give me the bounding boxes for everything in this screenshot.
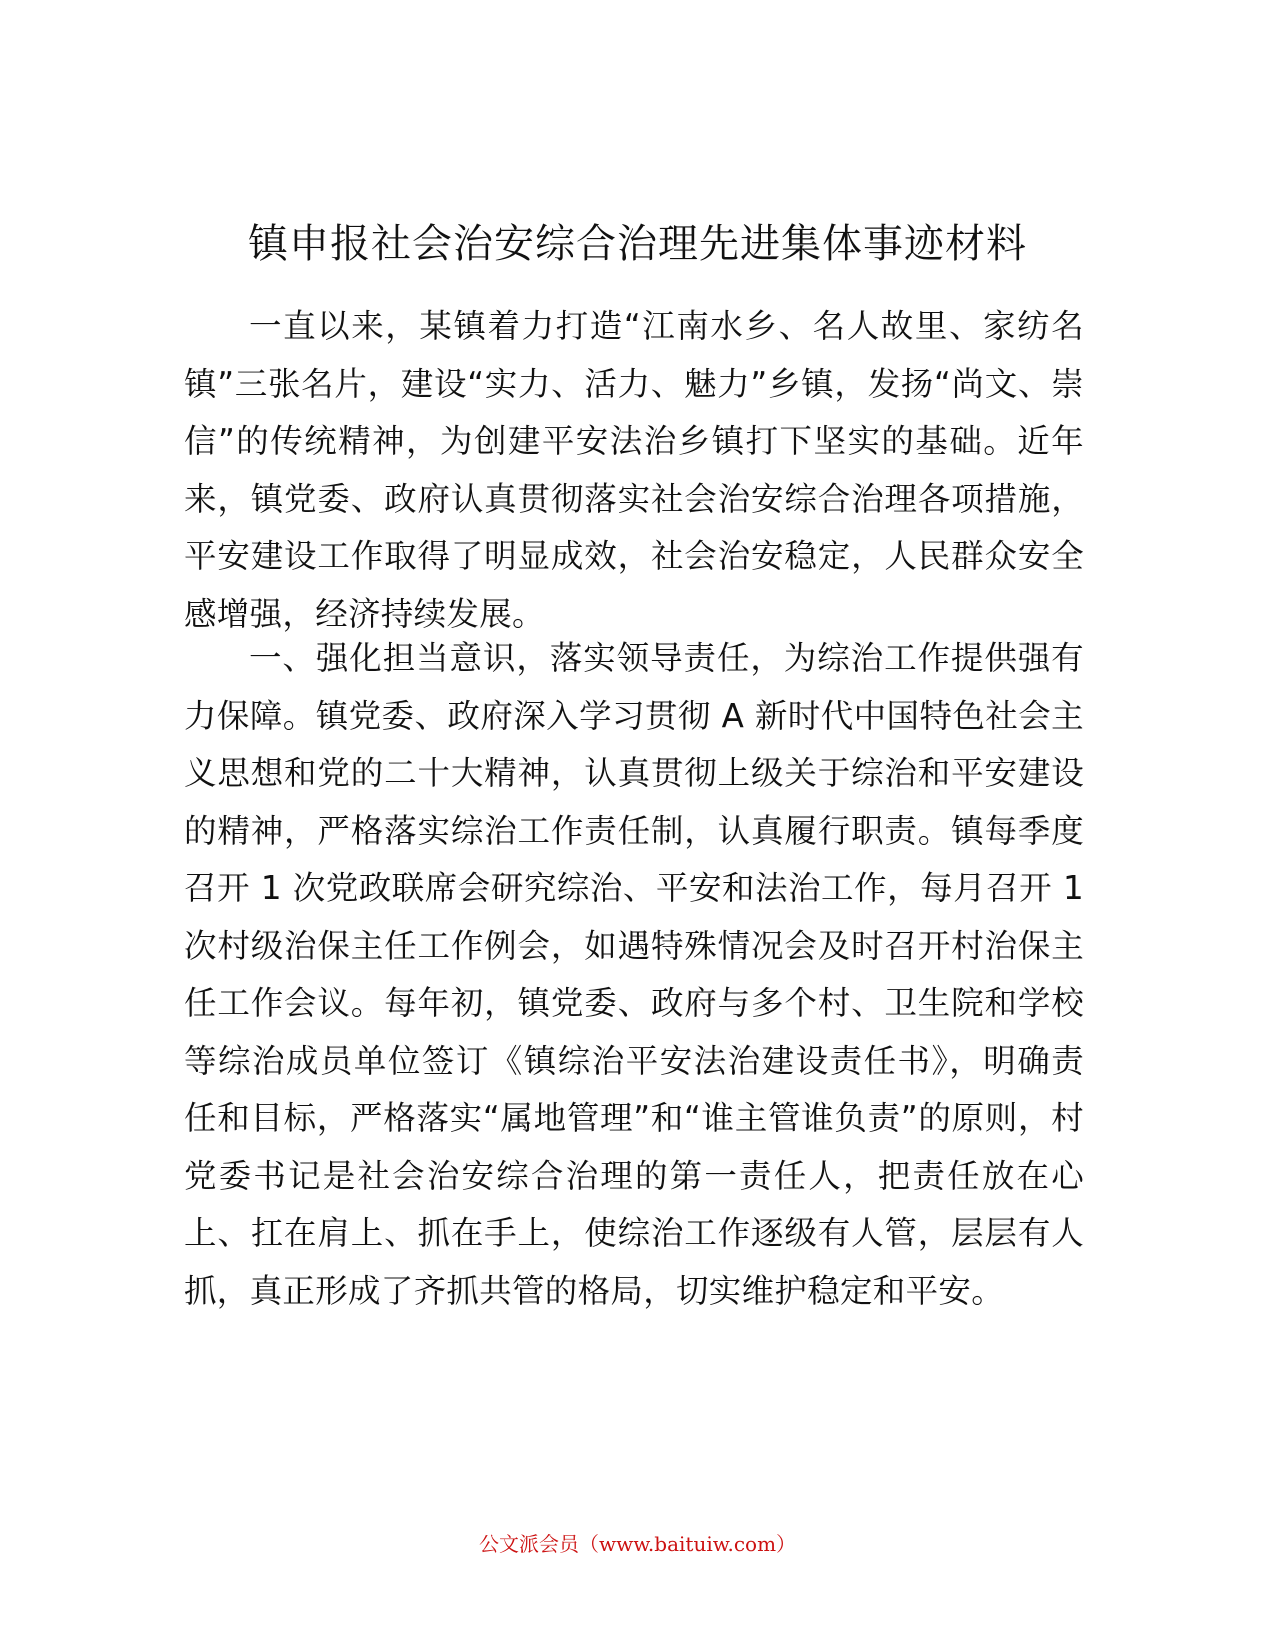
intro-paragraph: 一直以来，某镇着力打造“江南水乡、名人故里、家纺名镇”三张名片，建设“实力、活力、魅力”乡镇，发扬“尚文、崇信”的传统精神，为创建平安法治乡镇打下坚实的基础。近年来，镇党委、政府认真贯彻落实社会治安综合治理各项措施，平安建设工作取得了明显成效，社会治安稳定，人民群众安全感增强，经济持续发展。 [184,307,1084,633]
section-one-paragraph: 一、强化担当意识，落实领导责任，为综治工作提供强有力保障。镇党委、政府深入学习贯彻 A 新时代中国特色社会主义思想和党的二十大精神，认真贯彻上级关于综治和平安建设的精神，严格落实综治工作责任制，认真履行职责。镇每季度召开 1 次党政联席会研究综治、平安和法治工作，每月召开 1 次村级治保主任工作例会，如遇特殊情况会及时召开村治保主任工作会议。每年初，镇党委、政府与多个村、卫生院和学校等综治成员单位签订《镇综治平安法治建设责任书》，明确责任和目标，严格落实“属地管理”和“谁主管谁负责”的原则，村党委书记是社会治安综合治理的第一责任人，把责任放在心上、扛在肩上、抓在手上，使综治工作逐级有人管，层层有人抓，真正形成了齐抓共管的格局，切实维护稳定和平安。 [184,639,1084,1310]
footer-watermark: 公文派会员（www.baituiw.com） [478,1532,797,1556]
document-title: 镇申报社会治安综合治理先进集体事迹材料 [248,221,1027,267]
